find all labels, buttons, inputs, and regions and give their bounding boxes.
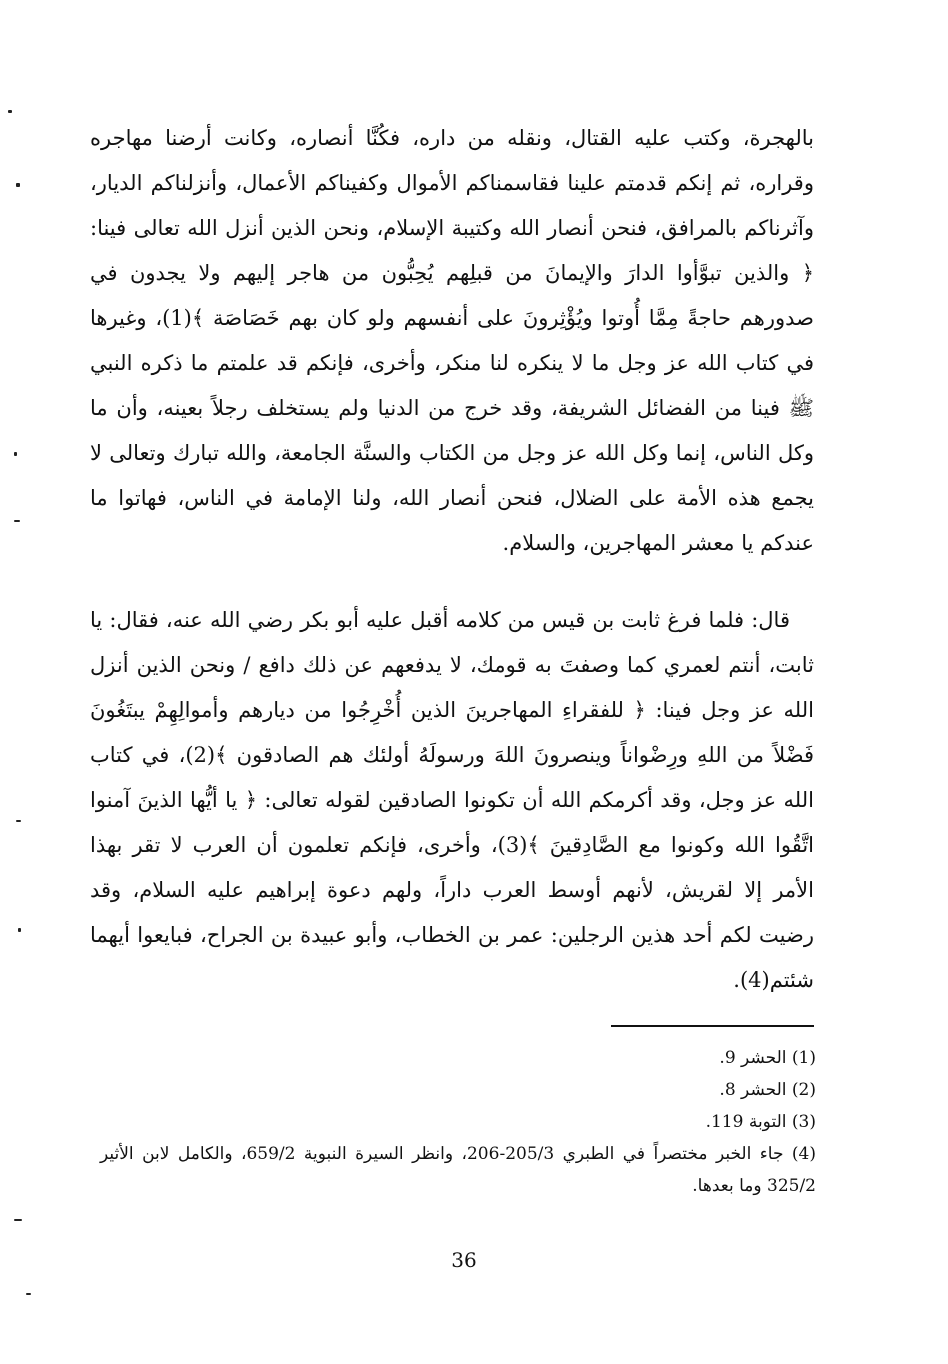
scan-speck <box>16 820 21 822</box>
footnote-3: (3) التوبة 119. <box>705 1112 816 1132</box>
main-paragraph-1 <box>90 116 814 566</box>
paragraph-text: بالهجرة، وكتب عليه القتال، ونقله من داره، فكُنَّا أنصاره، وكانت أرضنا مهاجره وقراره، ثم إنكم قدمتم علينا فقاسمناكم الأموال وكفيناكم الأعمال، وأنزلناكم الديار، وآثرناكم بالمرافق، فنحن أنصار الله وكتيبة الإسلام، ونحن الذين أنزل الله تعالى فينا: ﴿ والذين تبوَّأوا الدارَ والإيمانَ من قبلِهم يُحِبُّون من هاجر إليهم ولا يجدون في صدورهم حاجةً مِمَّا أُوتوا ويُؤْثِرونَ على أنفسهم ولو كان بهم خَصَاصَة ﴾(1)، وغيرها في كتاب الله عز وجل ما لا ينكره لنا منكر، وأخرى، فإنكم قد علمتم ما ذكره النبي ﷺ فينا من الفضائل الشريفة، وقد خرج من الدنيا ولم يستخلف رجلاً بعينه، وأن ما وكل الناس، إنما وكل الله عز وجل من الكتاب والسنَّة الجامعة، والله تبارك وتعالى لا يجمع هذه الأمة على الضلال، فنحن أنصار الله، ولنا الإمامة في الناس، فهاتوا ما عندكم يا معشر المهاجرين، والسلام. <box>90 126 814 555</box>
scan-speck <box>14 520 20 522</box>
main-paragraph-2 <box>90 598 814 1003</box>
page-number: 36 <box>451 1248 477 1272</box>
paragraph-text: قال: فلما فرغ ثابت بن قيس من كلامه أقبل عليه أبو بكر رضي الله عنه، فقال: يا ثابت، أنتم لعمري كما وصفتَ به قومك، لا يدفعهم عن ذلك دافع / ونحن الذين أنزل الله عز وجل فينا: ﴿ للفقراءِ المهاجرينَ الذين أُخْرِجُوا من ديارهم وأموالِهِمْ يبتَغُونَ فَضْلاً من اللهِ ورِضْواناً وينصرونَ اللهَ ورسولَهُ أولئك هم الصادقون ﴾(2)، في كتاب الله عز وجل، وقد أكرمكم الله أن تكونوا الصادقين لقوله تعالى: ﴿ يا أيُّها الذينَ آمنوا اتَّقُوا الله وكونوا مع الصَّادِقينَ ﴾(3)، وأخرى، فإنكم تعلمون أن العرب لا تقر بهذا الأمر إلا لقريش، لأنهم أوسط العرب داراً، ولهم دعوة إبراهيم عليه السلام، وقد رضيت لكم أحد هذين الرجلين: عمر بن الخطاب، وأبو عبيدة بن الجراح، فبايعوا أيهما شئتم(4). <box>90 608 814 992</box>
scan-speck <box>14 452 17 456</box>
scan-speck <box>14 1219 22 1221</box>
scan-speck <box>8 110 12 113</box>
scan-speck <box>18 928 21 932</box>
scan-speck <box>16 183 20 187</box>
footnote-4: (4) جاء الخبر مختصراً في الطبري 205/3-206، وانظر السيرة النبوية 659/2، والكامل لابن الأثير 325/2 وما بعدها. <box>100 1144 816 1196</box>
footnote-2: (2) الحشر 8. <box>719 1080 816 1100</box>
scan-speck <box>26 1293 31 1295</box>
footnotes-section <box>100 1042 816 1202</box>
footnote-1: (1) الحشر 9. <box>719 1048 816 1068</box>
footnote-separator <box>611 1025 814 1027</box>
